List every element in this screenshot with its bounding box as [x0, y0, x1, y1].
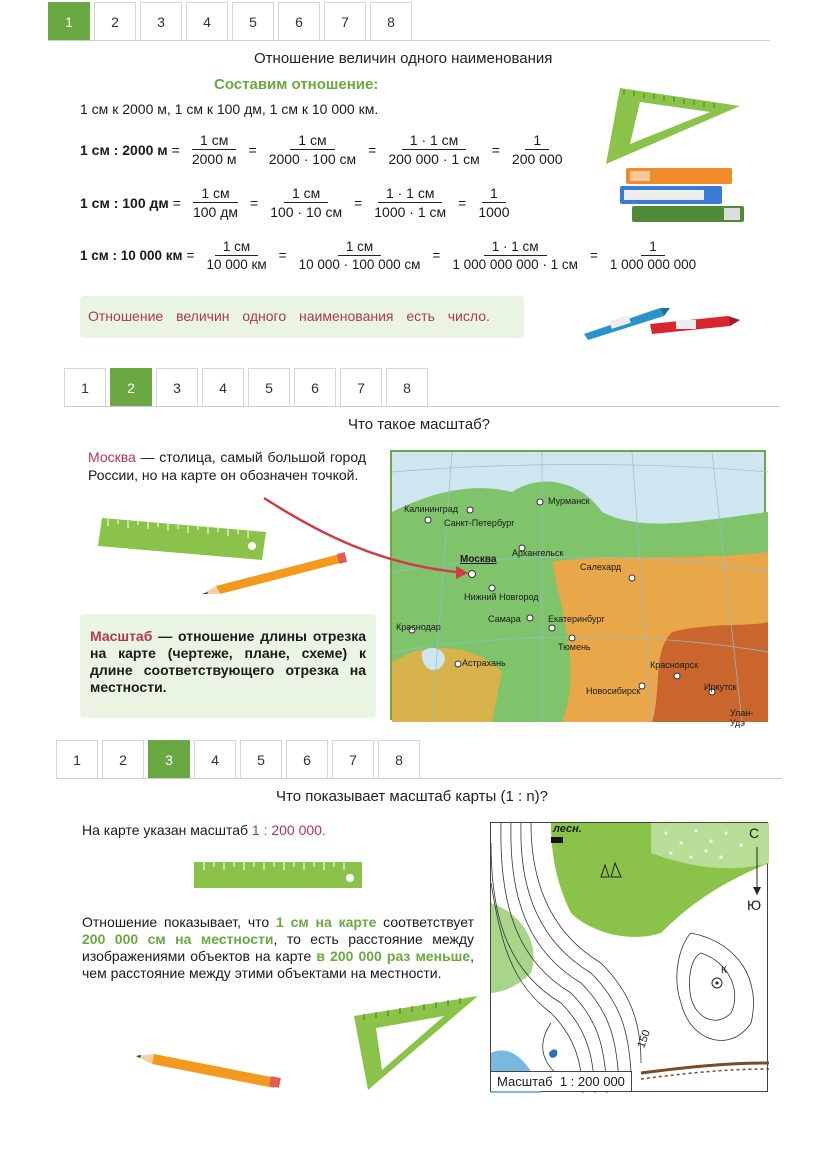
equation-1: 1 см : 2000 м = $\frac{1 см}{2000 м}$ = $\frac{1 см}{2000 \cdot 100 см}$ = $\frac{1 \cdot 1 см}{200 000 \cdot 1 см}$ = $\frac{1}{200 000}$ — [80, 132, 575, 167]
tab-6[interactable]: 6 — [286, 740, 328, 778]
city-label: Нижний Новгород — [464, 592, 539, 602]
books-icon — [620, 168, 746, 224]
tab-5[interactable]: 5 — [232, 2, 274, 40]
city-label: Санкт-Петербург — [444, 518, 515, 528]
eq1-frac1: $\frac{1 см}{2000 м}$ — [191, 132, 237, 167]
given-scale-value: 1 : 200 000. — [251, 822, 326, 838]
expl-part: Отношение показывает, что — [82, 914, 276, 930]
expl-part: , то есть расстояние между изображениями объектов на карте — [82, 931, 474, 964]
section3-title: Что показывает масштаб карты (1 : n)? — [276, 788, 548, 805]
tab-3[interactable]: 3 — [140, 2, 182, 40]
pencil-icon — [136, 1050, 284, 1090]
expl-highlight: 200 000 см на местности — [82, 931, 274, 947]
city-label: Красноярск — [650, 660, 699, 670]
city-label: Самара — [488, 614, 521, 624]
city-label: Мурманск — [548, 496, 590, 506]
equation-3: 1 см : 10 000 км = $\frac{1 см}{10 000 км}$ = $\frac{1 см}{10 000 \cdot 100 000 см}$ = $\frac{1 \cdot 1 см}{1 000 000 000 \cdot 1 см}$ = $\frac{1}{1 000 000 000}$ — [80, 239, 708, 272]
set-square-icon — [354, 996, 480, 1092]
tab-bar-1 — [48, 2, 770, 41]
tab-3[interactable]: 3 — [156, 368, 198, 406]
tab-bar-2 — [64, 368, 780, 407]
eq3-frac4: $\frac{1}{1 000 000 000}$ — [609, 239, 697, 272]
eq3-lhs: 1 см : 10 000 км — [80, 248, 183, 263]
topographic-map — [490, 822, 768, 1092]
section1-title: Отношение величин одного наименования — [254, 50, 553, 67]
eq3-frac3: $\frac{1 \cdot 1 см}{1 000 000 000 \cdot 1 см}$ — [452, 239, 578, 272]
set-square-icon — [600, 88, 740, 166]
city-label: Архангельск — [512, 548, 564, 558]
city-label: Салехард — [580, 562, 622, 572]
equation-2: 1 см : 100 дм = $\frac{1 см}{100 дм}$ = $\frac{1 см}{100 \cdot 10 см}$ = $\frac{1 \cdot 1 см}{1000 \cdot 1 см}$ = $\frac{1}{1000}$ — [80, 185, 522, 220]
tab-1[interactable]: 1 — [64, 368, 106, 406]
expl-part: соответствует — [376, 914, 474, 930]
topographic-map-graphic — [491, 823, 769, 1093]
map-scale-label: Масштаб 1 : 200 000 — [491, 1071, 632, 1091]
city-label: Астрахань — [462, 658, 506, 668]
tab-bar-3 — [56, 740, 782, 779]
city-label: Екатеринбург — [548, 614, 605, 624]
tab-6[interactable]: 6 — [278, 2, 320, 40]
city-label: Иркутск — [704, 682, 737, 692]
map-forest-label: лесн. — [553, 823, 582, 835]
eq1-frac2: $\frac{1 см}{2000 \cdot 100 см}$ — [268, 132, 357, 167]
russia-map — [390, 450, 766, 728]
expl-highlight: 1 см на карте — [275, 914, 377, 930]
tab-8[interactable]: 8 — [370, 2, 412, 40]
expl-part: , чем расстояние между этими объектами на местности. — [82, 948, 475, 981]
moscow-paragraph — [88, 448, 366, 484]
eq2-lhs: 1 см : 100 дм — [80, 194, 169, 211]
tab-5[interactable]: 5 — [248, 368, 290, 406]
tab-6[interactable]: 6 — [294, 368, 336, 406]
tab-1[interactable]: 1 — [56, 740, 98, 778]
tab-4[interactable]: 4 — [202, 368, 244, 406]
given-scale — [82, 822, 326, 838]
conclusion-box — [80, 296, 524, 338]
tab-3[interactable]: 3 — [148, 740, 190, 778]
moscow-text: — столица, самый большой город России, но на карте он обозначен точкой. — [88, 449, 366, 483]
section1-intro: 1 см к 2000 м, 1 см к 100 дм, 1 см к 10 000 км. — [80, 101, 379, 117]
tab-8[interactable]: 8 — [386, 368, 428, 406]
section1-subtitle: Составим отношение: — [214, 76, 379, 93]
eq1-frac3: $\frac{1 \cdot 1 см}{200 000 \cdot 1 см}$ — [388, 132, 480, 167]
map-north-label: С — [749, 825, 760, 841]
city-label: Новосибирск — [586, 686, 641, 696]
tab-4[interactable]: 4 — [186, 2, 228, 40]
arrow-to-moscow — [260, 494, 470, 580]
map-south-label: Ю — [747, 897, 762, 913]
tab-5[interactable]: 5 — [240, 740, 282, 778]
city-label: Калининград — [404, 504, 459, 514]
map-k-label: К — [721, 965, 727, 976]
scale-definition — [90, 628, 366, 696]
map-contour-label: 150 — [635, 1028, 653, 1050]
tab-7[interactable]: 7 — [324, 2, 366, 40]
scale-word: Масштаб — [90, 628, 153, 644]
conclusion-text: Отношение величин одного наименования есть число. — [88, 308, 490, 324]
crayon-red-icon — [648, 310, 740, 336]
given-scale-text: На карте указан масштаб — [82, 822, 252, 838]
city-label-moscow: Москва — [460, 554, 497, 565]
scale-definition-box — [80, 614, 376, 718]
tab-2[interactable]: 2 — [102, 740, 144, 778]
eq2-frac4: $\frac{1}{1000}$ — [478, 185, 510, 220]
eq2-frac3: $\frac{1 \cdot 1 см}{1000 \cdot 1 см}$ — [374, 185, 447, 220]
ruler-icon — [194, 862, 364, 890]
section2-title: Что такое масштаб? — [348, 416, 491, 433]
city-label: Краснодар — [396, 622, 441, 632]
tab-2[interactable]: 2 — [110, 368, 152, 406]
scale-explanation — [82, 914, 474, 982]
eq3-frac2: $\frac{1 см}{10 000 \cdot 100 000 см}$ — [298, 239, 421, 272]
expl-highlight: в 200 000 раз меньше — [316, 948, 471, 964]
eq2-frac2: $\frac{1 см}{100 \cdot 10 см}$ — [270, 185, 343, 220]
eq-sign: = — [171, 141, 180, 158]
eq3-frac1: $\frac{1 см}{10 000 км}$ — [206, 239, 267, 272]
tab-1[interactable]: 1 — [48, 2, 90, 40]
tab-7[interactable]: 7 — [340, 368, 382, 406]
tab-8[interactable]: 8 — [378, 740, 420, 778]
tab-7[interactable]: 7 — [332, 740, 374, 778]
moscow-word: Москва — [88, 449, 136, 465]
tab-2[interactable]: 2 — [94, 2, 136, 40]
city-label: Тюмень — [558, 642, 591, 652]
city-label: Улан-Удэ — [730, 708, 754, 728]
eq1-lhs: 1 см : 2000 м — [80, 141, 168, 158]
eq1-frac4: $\frac{1}{200 000}$ — [511, 132, 563, 167]
scale-text: — отношение длины отрезка на карте (чертеже, плане, схеме) к длине соответствующего отрезка на местности. — [90, 628, 366, 695]
tab-4[interactable]: 4 — [194, 740, 236, 778]
eq2-frac1: $\frac{1 см}{100 дм}$ — [192, 185, 238, 220]
